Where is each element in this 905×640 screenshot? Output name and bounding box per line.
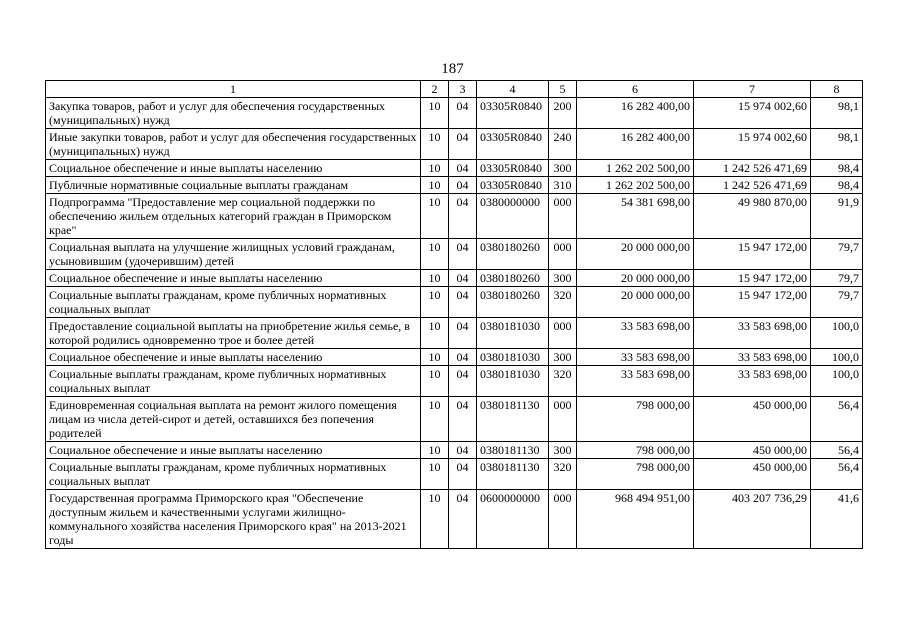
execution-percent-cell: 98,1	[811, 129, 863, 160]
target-article-cell: 0380180260	[477, 270, 549, 287]
planned-amount-cell: 1 262 202 500,00	[577, 177, 694, 194]
table-row	[46, 349, 863, 366]
table-row	[46, 270, 863, 287]
section-code-cell: 10	[421, 239, 449, 270]
subsection-code-cell: 04	[449, 160, 477, 177]
subsection-code-cell: 04	[449, 270, 477, 287]
row-name-cell: Закупка товаров, работ и услуг для обеспечения государственных (муниципальных) нужд	[46, 98, 421, 129]
expense-type-cell: 300	[549, 349, 577, 366]
target-article-cell: 03305R0840	[477, 177, 549, 194]
target-article-cell: 03305R0840	[477, 129, 549, 160]
table-row	[46, 287, 863, 318]
executed-amount-cell: 403 207 736,29	[694, 490, 811, 549]
target-article-cell: 0380181130	[477, 397, 549, 442]
executed-amount-cell: 1 242 526 471,69	[694, 160, 811, 177]
header-row	[46, 81, 863, 98]
execution-percent-cell: 79,7	[811, 239, 863, 270]
subsection-code-cell: 04	[449, 177, 477, 194]
planned-amount-cell: 968 494 951,00	[577, 490, 694, 549]
planned-amount-cell: 798 000,00	[577, 397, 694, 442]
section-code-cell: 10	[421, 490, 449, 549]
table-row	[46, 177, 863, 194]
planned-amount-cell: 1 262 202 500,00	[577, 160, 694, 177]
section-code-cell: 10	[421, 194, 449, 239]
section-code-cell: 10	[421, 287, 449, 318]
table-row	[46, 366, 863, 397]
table-row	[46, 194, 863, 239]
table-row	[46, 442, 863, 459]
target-article-cell: 0380181030	[477, 366, 549, 397]
expense-type-cell: 320	[549, 459, 577, 490]
row-name-cell: Предоставление социальной выплаты на приобретение жилья семье, в которой родились одновременно трое и более детей	[46, 318, 421, 349]
subsection-code-cell: 04	[449, 98, 477, 129]
executed-amount-cell: 33 583 698,00	[694, 318, 811, 349]
planned-amount-cell: 33 583 698,00	[577, 366, 694, 397]
subsection-code-cell: 04	[449, 349, 477, 366]
execution-percent-cell: 91,9	[811, 194, 863, 239]
planned-amount-cell: 33 583 698,00	[577, 318, 694, 349]
table-row	[46, 129, 863, 160]
table-row	[46, 98, 863, 129]
execution-percent-cell: 56,4	[811, 442, 863, 459]
table-row	[46, 397, 863, 442]
section-code-cell: 10	[421, 349, 449, 366]
row-name-cell: Публичные нормативные социальные выплаты гражданам	[46, 177, 421, 194]
row-name-cell: Подпрограмма "Предоставление мер социальной поддержки по обеспечению жильем отдельных категорий граждан в Приморском крае"	[46, 194, 421, 239]
executed-amount-cell: 1 242 526 471,69	[694, 177, 811, 194]
row-name-cell: Социальное обеспечение и иные выплаты населению	[46, 442, 421, 459]
target-article-cell: 0380000000	[477, 194, 549, 239]
section-code-cell: 10	[421, 366, 449, 397]
executed-amount-cell: 15 947 172,00	[694, 287, 811, 318]
expense-type-cell: 000	[549, 194, 577, 239]
column-header: 1	[46, 81, 421, 98]
target-article-cell: 0380181130	[477, 459, 549, 490]
subsection-code-cell: 04	[449, 194, 477, 239]
target-article-cell: 03305R0840	[477, 160, 549, 177]
execution-percent-cell: 100,0	[811, 318, 863, 349]
planned-amount-cell: 54 381 698,00	[577, 194, 694, 239]
target-article-cell: 0600000000	[477, 490, 549, 549]
planned-amount-cell: 20 000 000,00	[577, 270, 694, 287]
row-name-cell: Социальные выплаты гражданам, кроме публичных нормативных социальных выплат	[46, 459, 421, 490]
expense-type-cell: 000	[549, 490, 577, 549]
executed-amount-cell: 15 947 172,00	[694, 270, 811, 287]
column-header: 7	[694, 81, 811, 98]
executed-amount-cell: 15 974 002,60	[694, 129, 811, 160]
column-header: 5	[549, 81, 577, 98]
table-row	[46, 490, 863, 549]
target-article-cell: 0380180260	[477, 287, 549, 318]
row-name-cell: Социальное обеспечение и иные выплаты населению	[46, 270, 421, 287]
subsection-code-cell: 04	[449, 287, 477, 318]
subsection-code-cell: 04	[449, 459, 477, 490]
column-header: 3	[449, 81, 477, 98]
expense-type-cell: 000	[549, 239, 577, 270]
column-header: 2	[421, 81, 449, 98]
row-name-cell: Социальное обеспечение и иные выплаты населению	[46, 349, 421, 366]
execution-percent-cell: 79,7	[811, 270, 863, 287]
executed-amount-cell: 33 583 698,00	[694, 366, 811, 397]
executed-amount-cell: 49 980 870,00	[694, 194, 811, 239]
section-code-cell: 10	[421, 459, 449, 490]
expense-type-cell: 300	[549, 270, 577, 287]
section-code-cell: 10	[421, 129, 449, 160]
expense-type-cell: 320	[549, 366, 577, 397]
executed-amount-cell: 15 947 172,00	[694, 239, 811, 270]
section-code-cell: 10	[421, 442, 449, 459]
planned-amount-cell: 20 000 000,00	[577, 287, 694, 318]
table-row	[46, 239, 863, 270]
target-article-cell: 0380180260	[477, 239, 549, 270]
row-name-cell: Социальная выплата на улучшение жилищных условий гражданам, усыновившим (удочерившим) детей	[46, 239, 421, 270]
section-code-cell: 10	[421, 160, 449, 177]
subsection-code-cell: 04	[449, 397, 477, 442]
section-code-cell: 10	[421, 397, 449, 442]
page-number: 187	[441, 61, 464, 77]
subsection-code-cell: 04	[449, 442, 477, 459]
execution-percent-cell: 98,1	[811, 98, 863, 129]
execution-percent-cell: 41,6	[811, 490, 863, 549]
column-header: 4	[477, 81, 549, 98]
planned-amount-cell: 20 000 000,00	[577, 239, 694, 270]
executed-amount-cell: 450 000,00	[694, 442, 811, 459]
subsection-code-cell: 04	[449, 490, 477, 549]
row-name-cell: Социальные выплаты гражданам, кроме публичных нормативных социальных выплат	[46, 366, 421, 397]
expense-type-cell: 240	[549, 129, 577, 160]
expense-type-cell: 300	[549, 442, 577, 459]
execution-percent-cell: 100,0	[811, 366, 863, 397]
expense-type-cell: 300	[549, 160, 577, 177]
row-name-cell: Иные закупки товаров, работ и услуг для обеспечения государственных (муниципальных) нужд	[46, 129, 421, 160]
row-name-cell: Социальное обеспечение и иные выплаты населению	[46, 160, 421, 177]
planned-amount-cell: 798 000,00	[577, 442, 694, 459]
execution-percent-cell: 98,4	[811, 177, 863, 194]
section-code-cell: 10	[421, 270, 449, 287]
table-body	[46, 98, 863, 549]
target-article-cell: 0380181030	[477, 349, 549, 366]
planned-amount-cell: 798 000,00	[577, 459, 694, 490]
column-header: 8	[811, 81, 863, 98]
planned-amount-cell: 16 282 400,00	[577, 98, 694, 129]
row-name-cell: Единовременная социальная выплата на ремонт жилого помещения лицам из числа детей-сирот и детей, оставшихся без попечения родителей	[46, 397, 421, 442]
execution-percent-cell: 100,0	[811, 349, 863, 366]
section-code-cell: 10	[421, 318, 449, 349]
budget-table	[45, 80, 863, 549]
column-header: 6	[577, 81, 694, 98]
expense-type-cell: 000	[549, 318, 577, 349]
target-article-cell: 0380181130	[477, 442, 549, 459]
executed-amount-cell: 450 000,00	[694, 397, 811, 442]
subsection-code-cell: 04	[449, 239, 477, 270]
row-name-cell: Социальные выплаты гражданам, кроме публичных нормативных социальных выплат	[46, 287, 421, 318]
expense-type-cell: 200	[549, 98, 577, 129]
expense-type-cell: 320	[549, 287, 577, 318]
row-name-cell: Государственная программа Приморского края "Обеспечение доступным жильем и качественными услугами жилищно-коммунального хозяйства населения Приморского края" на 2013-2021 годы	[46, 490, 421, 549]
planned-amount-cell: 16 282 400,00	[577, 129, 694, 160]
executed-amount-cell: 450 000,00	[694, 459, 811, 490]
table-row	[46, 160, 863, 177]
execution-percent-cell: 56,4	[811, 459, 863, 490]
table-row	[46, 459, 863, 490]
subsection-code-cell: 04	[449, 318, 477, 349]
expense-type-cell: 000	[549, 397, 577, 442]
target-article-cell: 0380181030	[477, 318, 549, 349]
executed-amount-cell: 15 974 002,60	[694, 98, 811, 129]
execution-percent-cell: 79,7	[811, 287, 863, 318]
section-code-cell: 10	[421, 98, 449, 129]
execution-percent-cell: 98,4	[811, 160, 863, 177]
section-code-cell: 10	[421, 177, 449, 194]
expense-type-cell: 310	[549, 177, 577, 194]
target-article-cell: 03305R0840	[477, 98, 549, 129]
executed-amount-cell: 33 583 698,00	[694, 349, 811, 366]
table-row	[46, 318, 863, 349]
subsection-code-cell: 04	[449, 366, 477, 397]
planned-amount-cell: 33 583 698,00	[577, 349, 694, 366]
execution-percent-cell: 56,4	[811, 397, 863, 442]
subsection-code-cell: 04	[449, 129, 477, 160]
